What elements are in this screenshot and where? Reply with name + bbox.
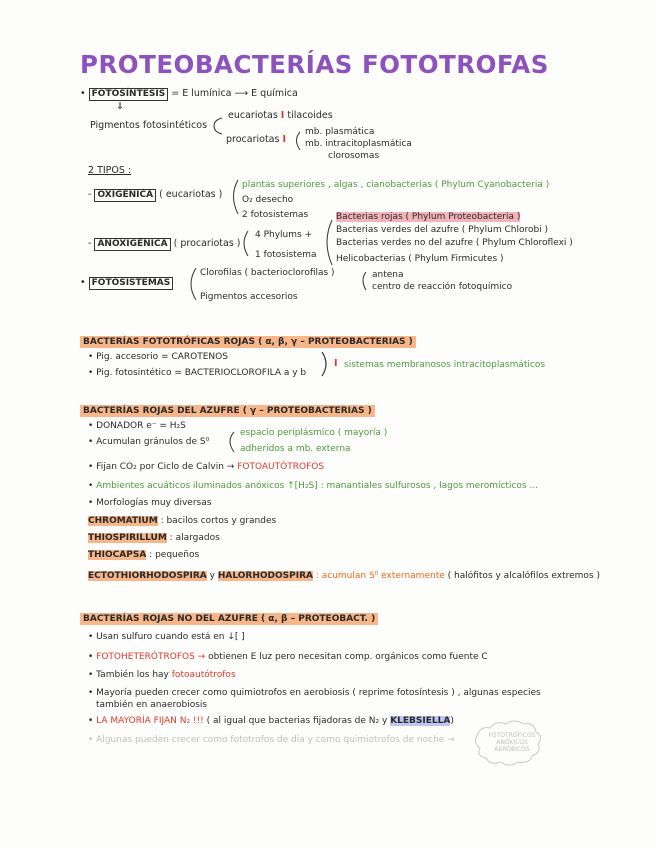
halo-rest: : acumulan S⁰ externamente: [315, 571, 445, 581]
no-azufre-item3: • También los hay fotoautótrofos: [88, 670, 236, 680]
bullet: •: [80, 277, 86, 288]
rojas-item1-text: Pig. accesorio = CAROTENOS: [96, 352, 228, 362]
halo-paren: ( halófitos y alcalófilos extremos ): [447, 571, 600, 581]
rojas-heading: BACTERÍAS FOTOTRÓFICAS ROJAS ( α, β, γ – PROTEOBACTERIAS ): [80, 336, 416, 348]
mb-intracitoplasmatica: mb. intracitoplasmática: [305, 139, 412, 149]
ox-line3: 2 fotosistemas: [242, 210, 309, 220]
oxigenica-rest: ( eucariotas ): [159, 189, 223, 200]
mb-plasmatica: mb. plasmática: [305, 127, 375, 137]
procariotas-label: procariotas: [226, 134, 280, 145]
fotosintesis-line: [80, 88, 298, 101]
centro-reaccion: centro de reacción fotoquímico: [372, 282, 513, 292]
anox-fotosistema: 1 fotosistema: [255, 250, 317, 260]
clorofilas: Clorofilas ( bacterioclorofilas ): [200, 268, 335, 278]
anox-item: Helicobacterias ( Phylum Firmicutes ): [336, 254, 504, 264]
item3-prefix: También los hay: [96, 670, 169, 680]
espacio-periplasmico: espacio periplásmico ( mayoría ): [240, 428, 388, 438]
ox-line2: O₂ desecho: [242, 195, 294, 205]
anoxigenica-box: ANOXIGÉNICA: [94, 238, 170, 251]
fotosistemas-line: [80, 277, 173, 290]
eucariotas-line: [228, 110, 333, 122]
azufre-donador: • DONADOR e⁻ = H₂S: [88, 421, 186, 431]
chromatium: CHROMATIUM: [88, 516, 158, 526]
azufre-morfologias: • Morfologías muy diversas: [88, 498, 212, 508]
fotosintesis-equation: = E lumínica ⟶ E química: [171, 88, 298, 99]
anoxigenica-rest: ( procariotas ): [173, 238, 241, 249]
no-azufre-item6: • Algunas pueden crecer como fototrofos de día y como quimiotrofos de noche →: [88, 735, 455, 745]
thiocapsa-rest: : pequeños: [149, 550, 200, 560]
rojas-mark: I: [334, 358, 338, 369]
chromatium-line: [88, 516, 276, 527]
no-azufre-heading: BACTERÍAS ROJAS NO DEL AZUFRE ( α, β – PROTEOBACT. ): [80, 613, 378, 625]
azufre-fijan: • Fijan CO₂ por Ciclo de Calvin → FOTOAUTÓTROFOS: [88, 462, 325, 472]
no-azufre-item2: • FOTOHETERÓTROFOS → obtienen E luz pero necesitan comp. orgánicos como fuente C: [88, 652, 488, 662]
dash: -: [88, 189, 92, 200]
tipos-heading: 2 TIPOS :: [88, 165, 132, 176]
no-azufre-item4: • Mayoría pueden crecer como quimiotrofos en aerobiosis ( reprime fotosíntesis ) , algunas especies: [88, 688, 541, 698]
item2-red: FOTOHETERÓTROFOS →: [96, 652, 206, 662]
bullet: •: [80, 88, 86, 99]
morfologias-text: Morfologías muy diversas: [96, 498, 212, 508]
oxigenica-line: [88, 189, 222, 202]
page-title: PROTEOBACTERÍAS FOTOTROFAS: [80, 50, 549, 79]
acumulan-text: Acumulan gránulos de S⁰: [96, 437, 210, 447]
procariotas-line: [226, 134, 286, 146]
azufre-acumulan: • Acumulan gránulos de S⁰: [88, 437, 210, 447]
item4-text: Mayoría pueden crecer como quimiotrofos en aerobiosis ( reprime fotosíntesis ) , algunas especies: [96, 688, 541, 698]
pigmentos-label: Pigmentos fotosintéticos: [90, 120, 208, 131]
anox-item: Bacterias verdes del azufre ( Phylum Chlorobi ): [336, 225, 549, 235]
oxigenica-box: OXIGÉNICA: [94, 189, 156, 202]
rojas-result: sistemas membranosos intracitoplasmáticos: [344, 360, 546, 370]
rojas-item1: • Pig. accesorio = CAROTENOS: [88, 352, 228, 362]
y: y: [209, 571, 215, 581]
thiospirillum-rest: : alargados: [169, 533, 220, 543]
anox-item-label: Bacterias rojas ( Phylum Proteobacteria ): [336, 212, 521, 222]
halo: HALORHODOSPIRA: [217, 571, 313, 581]
fijan-prefix: Fijan CO₂ por Ciclo de Calvin →: [96, 462, 235, 472]
fotosistemas-box: FOTOSISTEMAS: [89, 277, 174, 290]
item1-text: Usan sulfuro cuando está en ↓[ ]: [96, 632, 245, 642]
anox-phyla: 4 Phylums +: [255, 230, 313, 240]
anox-item: Bacterias verdes no del azufre ( Phylum Chloroflexi ): [336, 238, 573, 248]
adheridos: adheridos a mb. externa: [240, 444, 351, 454]
proc-mark: I: [282, 134, 287, 145]
eucariotas-label: eucariotas: [228, 110, 278, 121]
item2-rest: obtienen E luz pero necesitan comp. orgánicos como fuente C: [208, 652, 488, 662]
thiospirillum-line: [88, 533, 220, 544]
arrow-down-icon: ⇓: [116, 101, 124, 112]
item5-end: ): [450, 716, 454, 726]
fotosintesis-box: FOTOSÍNTESIS: [89, 88, 169, 101]
antena: antena: [372, 270, 404, 280]
ecto-halo-line: [88, 571, 600, 582]
thiocapsa-line: [88, 550, 199, 561]
azufre-heading: BACTERÍAS ROJAS DEL AZUFRE ( γ – PROTEOBACTERIAS ): [80, 405, 375, 417]
thiospirillum: THIOSPIRILLUM: [88, 533, 167, 543]
rojas-item2-text: Pig. fotosintético = BACTERIOCLOROFILA a y b: [96, 368, 307, 378]
no-azufre-item1: • Usan sulfuro cuando está en ↓[ ]: [88, 632, 245, 642]
item5-rest: ( al igual que bacterias fijadoras de N₂ y: [206, 716, 388, 726]
anoxigenica-line: [88, 238, 241, 251]
azufre-ambientes: • Ambientes acuáticos iluminados anóxicos ↑[H₂S] : manantiales sulfurosos , lagos meromícticos ...: [88, 481, 539, 491]
ambientes-text: Ambientes acuáticos iluminados anóxicos ↑[H₂S] : manantiales sulfurosos , lagos meromícticos ...: [96, 481, 539, 491]
ox-line1: plantas superiores , algas , cianobacterias ( Phylum Cyanobacteria ): [242, 180, 550, 190]
item6-text: Algunas pueden crecer como fototrofos de día y como quimiotrofos de noche →: [96, 735, 455, 745]
cloud-note: FOTOTRÓFICOS ANÓXICOS AERÓBICOS: [488, 732, 536, 753]
euc-mark: I: [280, 110, 285, 121]
anox-item: [336, 212, 520, 223]
rojas-heading-wrap: [80, 329, 416, 348]
thiocapsa: THIOCAPSA: [88, 550, 147, 560]
klebsiella: KLEBSIELLA: [390, 716, 451, 726]
fijan-result: FOTOAUTÓTROFOS: [237, 462, 325, 472]
azufre-heading-wrap: [80, 398, 375, 417]
clorosomas: clorosomas: [328, 151, 380, 161]
item3-red: fotoautótrofos: [171, 670, 236, 680]
no-azufre-item4b: también en anaerobiosis: [96, 700, 208, 710]
dash: -: [88, 238, 92, 249]
no-azufre-heading-wrap: [80, 606, 378, 625]
pigmentos-accesorios: Pigmentos accesorios: [200, 292, 298, 302]
chromatium-rest: : bacilos cortos y grandes: [160, 516, 277, 526]
rojas-item2: • Pig. fotosintético = BACTERIOCLOROFILA a y b: [88, 368, 307, 378]
item5-red: LA MAYORÍA FIJAN N₂ !!!: [96, 716, 204, 726]
donador-text: DONADOR e⁻ = H₂S: [96, 421, 186, 431]
no-azufre-item5: • LA MAYORÍA FIJAN N₂ !!! ( al igual que bacterias fijadoras de N₂ y KLEBSIELLA): [88, 716, 454, 726]
ecto: ECTOTHIORHODOSPIRA: [88, 571, 207, 581]
tilacoides-label: tilacoides: [287, 110, 333, 121]
